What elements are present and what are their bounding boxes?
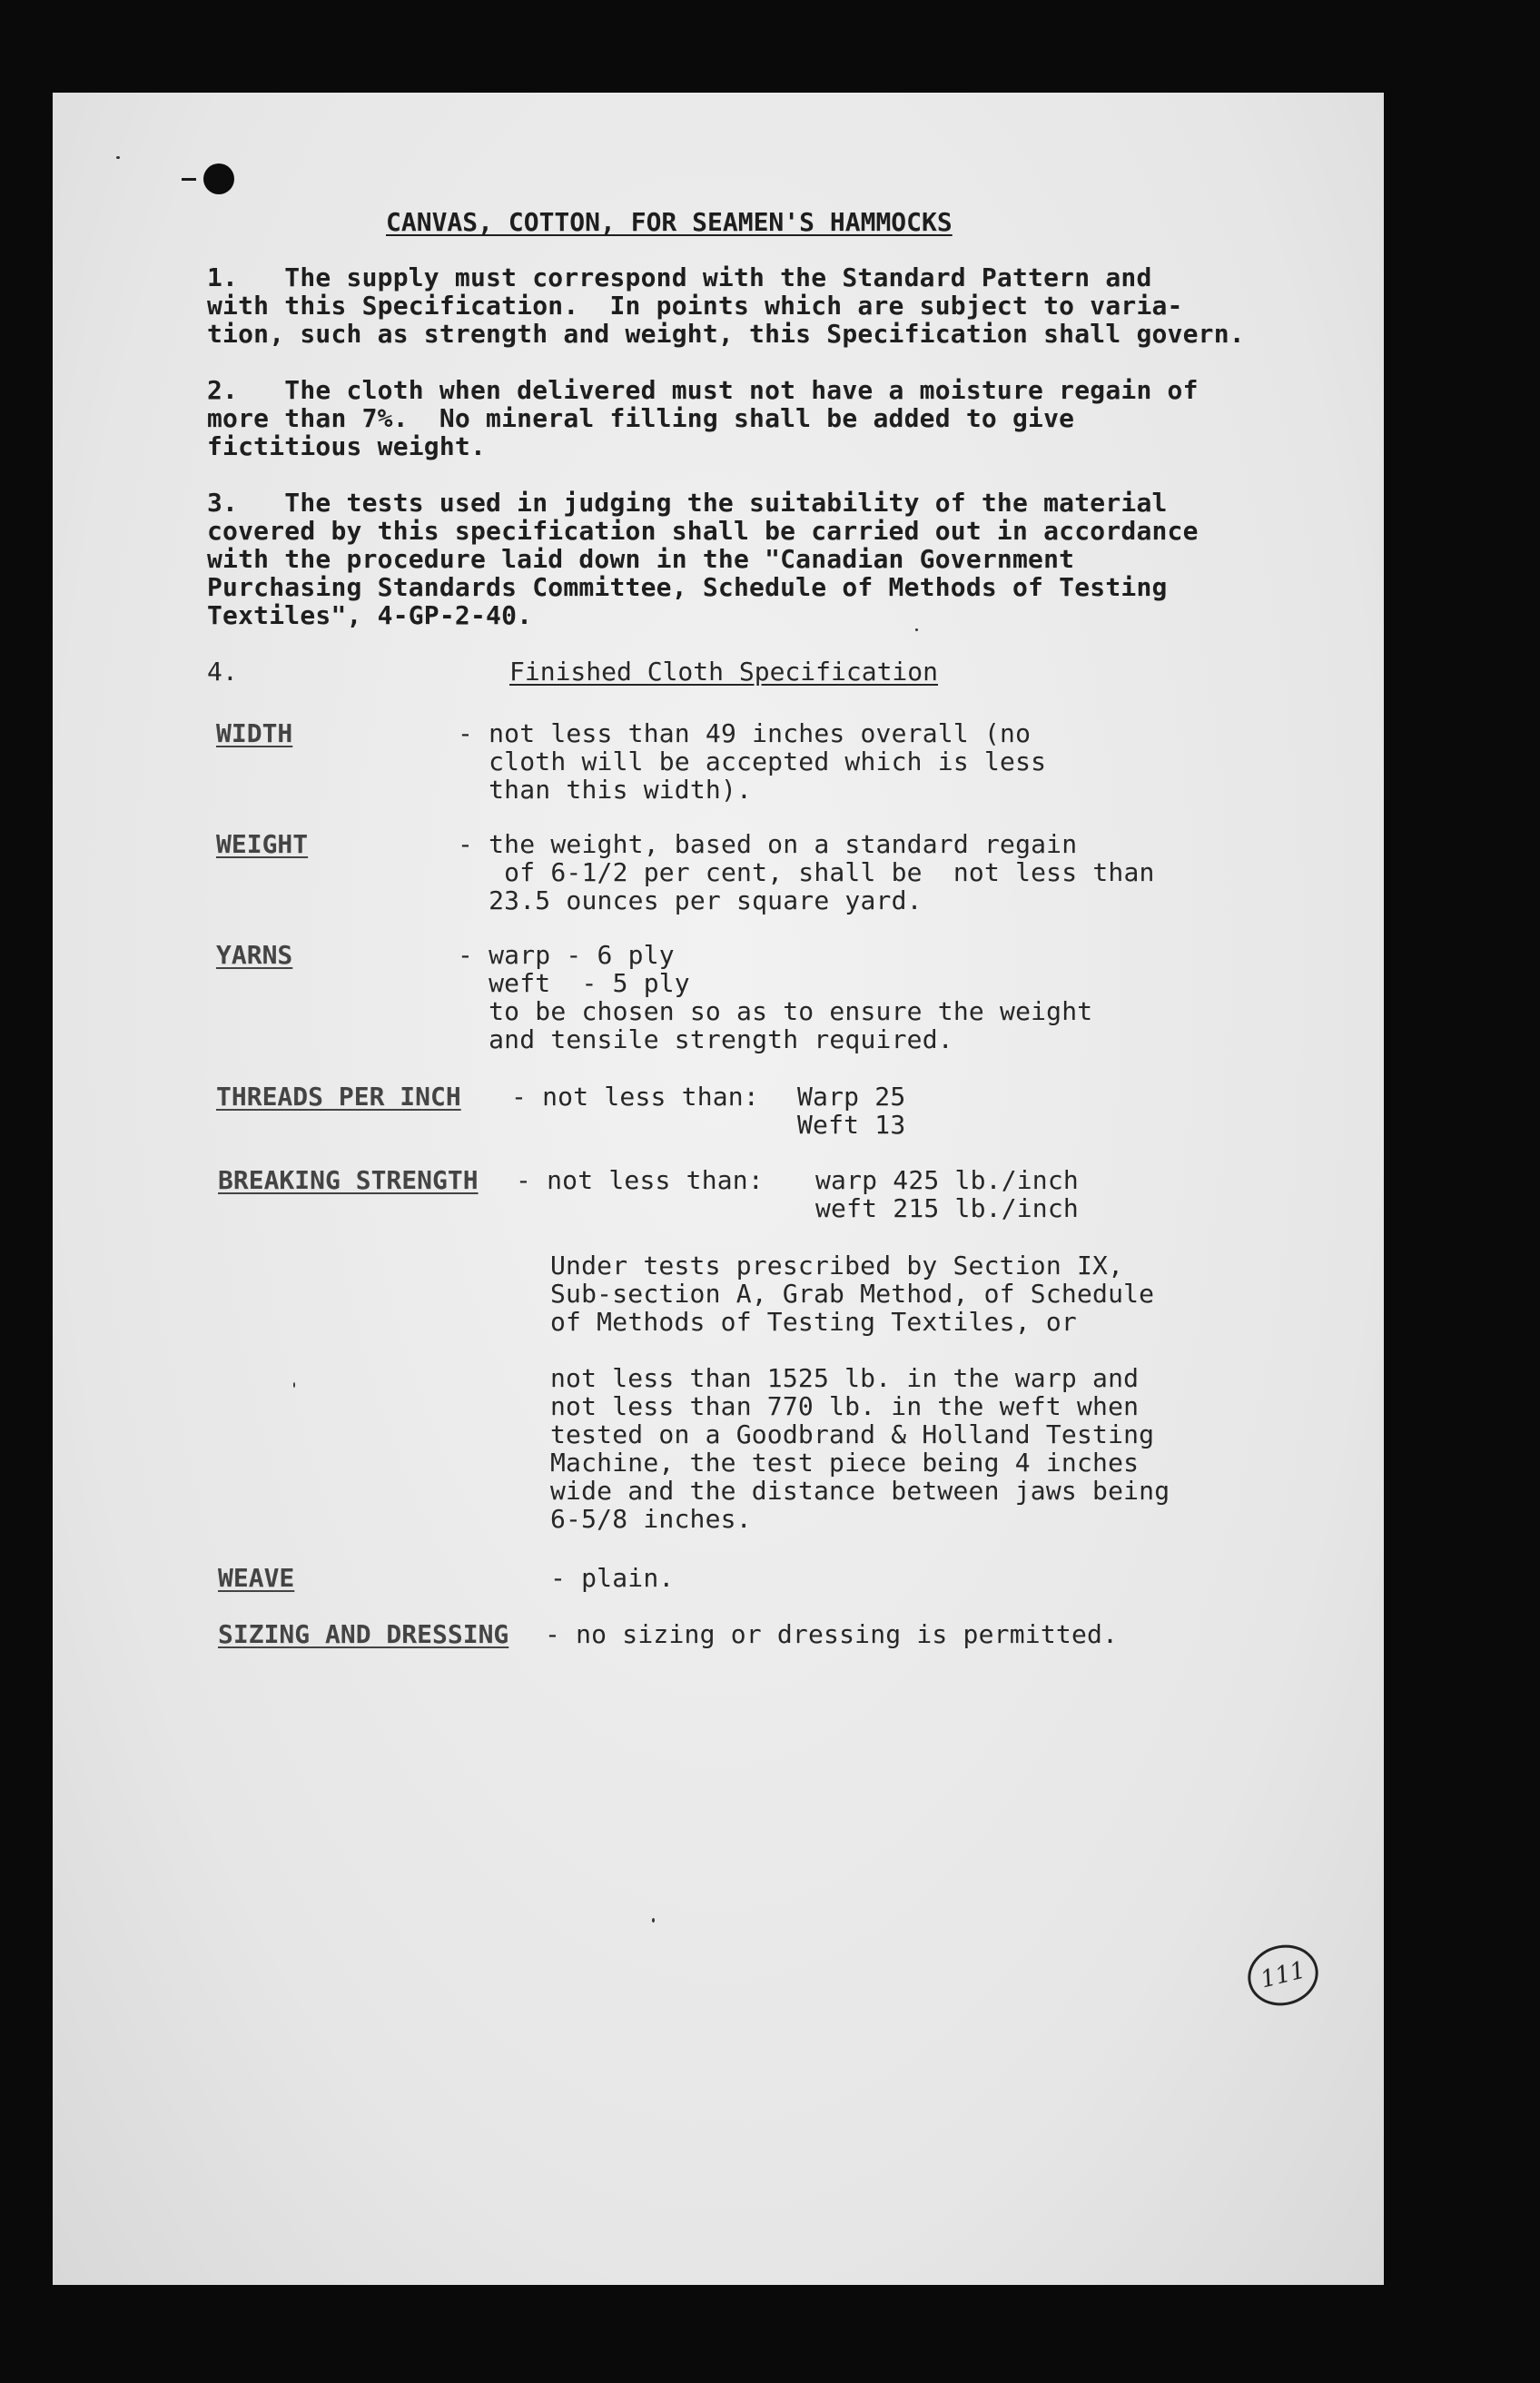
breaking-note-line: of Methods of Testing Textiles, or — [550, 1307, 1077, 1337]
width-line: - not less than 49 inches overall (no — [458, 718, 1032, 748]
document-page — [53, 93, 1384, 2285]
breaking-note-line: 6-5/8 inches. — [550, 1504, 752, 1534]
yarns-line: to be chosen so as to ensure the weight — [458, 996, 1093, 1026]
sizing-label: SIZING AND DRESSING — [218, 1619, 509, 1649]
section4-number: 4. — [207, 657, 239, 687]
breaking-weft: weft 215 lb./inch — [815, 1193, 1079, 1223]
document-title: CANVAS, COTTON, FOR SEAMEN'S HAMMOCKS — [386, 207, 953, 237]
speck — [293, 1382, 295, 1388]
breaking-note-line: wide and the distance between jaws being — [550, 1476, 1170, 1506]
breaking-label: BREAKING STRENGTH — [218, 1165, 479, 1195]
breaking-note-line: tested on a Goodbrand & Holland Testing — [550, 1419, 1155, 1449]
weave-text: - plain. — [550, 1563, 675, 1593]
para3-line: Textiles", 4-GP-2-40. — [207, 600, 533, 630]
breaking-text: - not less than: — [516, 1165, 764, 1195]
para3-line: Purchasing Standards Committee, Schedule of Methods of Testing — [207, 572, 1168, 602]
punch-hole — [203, 163, 234, 194]
para1-line: 1. The supply must correspond with the Standard Pattern and — [207, 262, 1152, 292]
speck — [915, 628, 918, 631]
threads-warp: Warp 25 — [797, 1082, 906, 1112]
breaking-note-line: Machine, the test piece being 4 inches — [550, 1448, 1140, 1478]
width-label: WIDTH — [216, 718, 293, 748]
sizing-text: - no sizing or dressing is permitted. — [545, 1619, 1119, 1649]
breaking-note-line: Under tests prescribed by Section IX, — [550, 1251, 1124, 1280]
para3-line: covered by this specification shall be carried out in accordance — [207, 516, 1199, 546]
threads-text: - not less than: — [511, 1082, 759, 1112]
weave-label: WEAVE — [218, 1563, 295, 1593]
breaking-warp: warp 425 lb./inch — [815, 1165, 1079, 1195]
page-number-stamp: 111 — [1241, 1938, 1325, 2013]
para1-line: with this Specification. In points which are subject to varia- — [207, 291, 1183, 321]
section4-heading: Finished Cloth Specification — [509, 657, 939, 687]
para2-line: fictitious weight. — [207, 431, 487, 461]
threads-weft: Weft 13 — [797, 1110, 906, 1140]
speck — [652, 1918, 655, 1923]
breaking-note-line: not less than 770 lb. in the weft when — [550, 1391, 1140, 1421]
speck — [116, 156, 120, 159]
para3-line: 3. The tests used in judging the suitability of the material — [207, 488, 1168, 518]
weight-line: of 6-1/2 per cent, shall be not less than — [458, 857, 1155, 887]
para2-line: 2. The cloth when delivered must not have a moisture regain of — [207, 375, 1199, 405]
threads-label: THREADS PER INCH — [216, 1082, 461, 1112]
weight-label: WEIGHT — [216, 829, 309, 859]
breaking-note-line: Sub-section A, Grab Method, of Schedule — [550, 1279, 1155, 1309]
para1-line: tion, such as strength and weight, this Specification shall govern. — [207, 319, 1245, 349]
weight-line: 23.5 ounces per square yard. — [458, 885, 923, 915]
width-line: cloth will be accepted which is less — [458, 747, 1047, 776]
yarns-line: - warp - 6 ply — [458, 940, 675, 970]
para3-line: with the procedure laid down in the "Canadian Government — [207, 544, 1075, 574]
yarns-label: YARNS — [216, 940, 293, 970]
yarns-line: and tensile strength required. — [458, 1024, 953, 1054]
para2-line: more than 7%. No mineral filling shall be added to give — [207, 403, 1075, 433]
width-line: than this width). — [458, 775, 753, 805]
yarns-line: weft - 5 ply — [458, 968, 690, 998]
punch-mark — [182, 178, 196, 181]
weight-line: - the weight, based on a standard regain — [458, 829, 1078, 859]
breaking-note-line: not less than 1525 lb. in the warp and — [550, 1363, 1140, 1393]
